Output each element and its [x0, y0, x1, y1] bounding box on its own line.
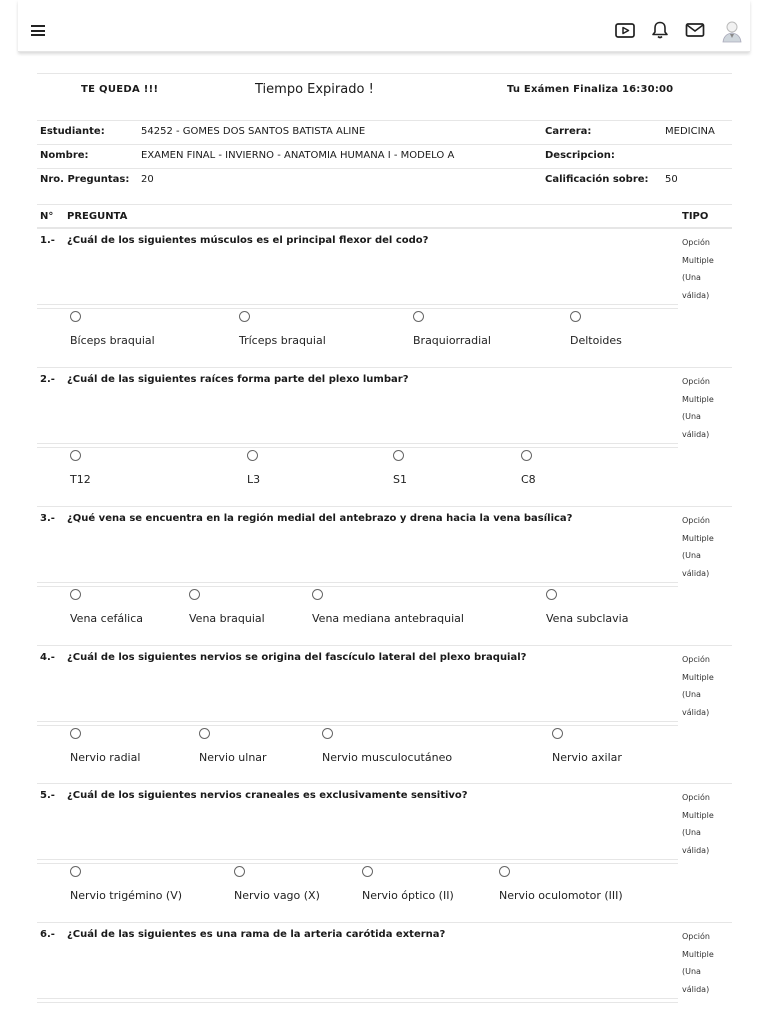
- divider: [37, 721, 678, 722]
- grade-scale-label: Calificación sobre:: [545, 174, 649, 185]
- time-expired-status: Tiempo Expirado !: [255, 82, 374, 97]
- divider: [37, 582, 678, 583]
- question-text: ¿Cuál de las siguientes es una rama de la arteria carótida externa?: [67, 929, 446, 940]
- question-type-line: válida): [682, 568, 710, 578]
- question-1: [37, 228, 732, 367]
- exam-name-value: EXAMEN FINAL - INVIERNO - ANATOMIA HUMANA I - MODELO A: [141, 150, 455, 161]
- answer-options: [37, 447, 678, 506]
- radio-button[interactable]: [234, 866, 245, 877]
- question-count-value: 20: [141, 174, 154, 185]
- grade-scale-value: 50: [665, 174, 678, 185]
- question-type-line: Opción: [682, 932, 710, 941]
- exam-end-time: Tu Exámen Finaliza 16:30:00: [507, 84, 674, 95]
- question-type-line: (Una: [682, 551, 701, 561]
- radio-button[interactable]: [189, 589, 200, 600]
- radio-button[interactable]: [413, 311, 424, 322]
- question-2: [37, 367, 732, 506]
- question-type-line: Multiple: [682, 394, 714, 404]
- question-type: [682, 789, 732, 859]
- question-type-line: válida): [682, 845, 710, 855]
- student-value: 54252 - GOMES DOS SANTOS BATISTA ALINE: [141, 126, 366, 137]
- question-type-line: (Una: [682, 828, 701, 838]
- question-number: 5.-: [40, 790, 55, 801]
- answer-options: [37, 308, 678, 367]
- question-type-line: Opción: [682, 516, 710, 525]
- question-type-line: Opción: [682, 655, 710, 664]
- question-text: ¿Cuál de los siguientes nervios craneales es exclusivamente sensitivo?: [67, 790, 468, 801]
- question-type-line: (Una: [682, 967, 701, 977]
- question-text: ¿Cuál de los siguientes nervios se origina del fascículo lateral del plexo braquial?: [67, 652, 527, 663]
- radio-button[interactable]: [546, 589, 557, 600]
- answer-option-label: L3: [247, 473, 261, 486]
- question-type: [682, 651, 732, 721]
- question-3: [37, 506, 732, 645]
- answer-option-label: Nervio óptico (II): [362, 889, 454, 902]
- question-number: 4.-: [40, 652, 55, 663]
- mail-icon[interactable]: [684, 20, 706, 40]
- answer-option-label: Vena braquial: [189, 612, 265, 625]
- answer-option-label: Nervio oculomotor (III): [499, 889, 623, 902]
- question-type-line: Opción: [682, 793, 710, 802]
- radio-button[interactable]: [247, 450, 258, 461]
- column-number: N°: [40, 211, 54, 222]
- radio-button[interactable]: [521, 450, 532, 461]
- radio-button[interactable]: [393, 450, 404, 461]
- question-type: [682, 512, 732, 582]
- hamburger-menu-icon[interactable]: [31, 25, 45, 36]
- info-row-questions: [37, 169, 732, 193]
- top-bar: [18, 0, 750, 52]
- user-avatar-icon[interactable]: [721, 19, 743, 43]
- radio-button[interactable]: [70, 728, 81, 739]
- column-type: TIPO: [682, 211, 709, 222]
- question-type-line: válida): [682, 707, 710, 717]
- question-table-header: [37, 204, 732, 228]
- radio-button[interactable]: [70, 866, 81, 877]
- question-type: [682, 373, 732, 443]
- question-type-line: Multiple: [682, 255, 714, 265]
- answer-option-label: Vena cefálica: [70, 612, 143, 625]
- info-row-name: [37, 145, 732, 169]
- question-type-line: (Una: [682, 412, 701, 422]
- answer-option-label: Nervio axilar: [552, 751, 622, 764]
- answer-option-label: Nervio radial: [70, 751, 141, 764]
- question-type-line: Multiple: [682, 949, 714, 959]
- answer-option-label: Braquiorradial: [413, 334, 491, 347]
- exam-info: [37, 121, 732, 193]
- video-play-icon[interactable]: [614, 20, 636, 40]
- answer-options: [37, 725, 678, 784]
- divider: [37, 859, 678, 860]
- answer-options: [37, 863, 678, 922]
- question-type: [682, 928, 732, 998]
- answer-option-label: Vena mediana antebraquial: [312, 612, 464, 625]
- answer-option-label: S1: [393, 473, 407, 486]
- question-number: 3.-: [40, 513, 55, 524]
- question-type-line: (Una: [682, 273, 701, 283]
- radio-button[interactable]: [312, 589, 323, 600]
- answer-option-label: Tríceps braquial: [239, 334, 326, 347]
- exam-name-label: Nombre:: [40, 150, 89, 161]
- radio-button[interactable]: [362, 866, 373, 877]
- question-type-line: Multiple: [682, 672, 714, 682]
- question-text: ¿Cuál de los siguientes músculos es el principal flexor del codo?: [67, 235, 429, 246]
- answer-option-label: Deltoides: [570, 334, 622, 347]
- radio-button[interactable]: [239, 311, 250, 322]
- radio-button[interactable]: [199, 728, 210, 739]
- timer-row: [37, 73, 732, 121]
- description-label: Descripcion:: [545, 150, 615, 161]
- radio-button[interactable]: [70, 450, 81, 461]
- radio-button[interactable]: [552, 728, 563, 739]
- answer-option-label: Nervio trigémino (V): [70, 889, 183, 902]
- career-value: MEDICINA: [665, 126, 715, 137]
- question-5: [37, 783, 732, 922]
- question-text: ¿Qué vena se encuentra en la región medial del antebrazo y drena hacia la vena basílica?: [67, 513, 573, 524]
- answer-option-label: Vena subclavia: [546, 612, 629, 625]
- question-type-line: válida): [682, 429, 710, 439]
- divider: [37, 998, 678, 999]
- radio-button[interactable]: [570, 311, 581, 322]
- question-type-line: Multiple: [682, 533, 714, 543]
- question-type-line: válida): [682, 290, 710, 300]
- question-number: 2.-: [40, 374, 55, 385]
- question-number: 6.-: [40, 929, 55, 940]
- student-label: Estudiante:: [40, 126, 105, 137]
- radio-button[interactable]: [70, 589, 81, 600]
- question-type-line: válida): [682, 984, 710, 994]
- answer-option-label: C8: [521, 473, 536, 486]
- question-type: [682, 234, 732, 304]
- answer-option-label: Nervio musculocutáneo: [322, 751, 453, 764]
- answer-option-label: Bíceps braquial: [70, 334, 155, 347]
- question-count-label: Nro. Preguntas:: [40, 174, 130, 185]
- radio-button[interactable]: [322, 728, 333, 739]
- divider: [37, 443, 678, 444]
- question-number: 1.-: [40, 235, 55, 246]
- radio-button[interactable]: [70, 311, 81, 322]
- career-label: Carrera:: [545, 126, 592, 137]
- question-type-line: Multiple: [682, 810, 714, 820]
- question-text: ¿Cuál de las siguientes raíces forma parte del plexo lumbar?: [67, 374, 409, 385]
- time-left-label: TE QUEDA !!!: [81, 84, 159, 95]
- divider: [37, 1002, 678, 1003]
- question-6: [37, 922, 732, 1024]
- bell-icon[interactable]: [649, 20, 671, 40]
- question-type-line: Opción: [682, 238, 710, 247]
- question-type-line: (Una: [682, 690, 701, 700]
- column-question: PREGUNTA: [67, 211, 128, 222]
- answer-option-label: Nervio ulnar: [199, 751, 267, 764]
- question-type-line: Opción: [682, 377, 710, 386]
- question-4: [37, 645, 732, 784]
- answer-option-label: T12: [70, 473, 91, 486]
- radio-button[interactable]: [499, 866, 510, 877]
- divider: [37, 304, 678, 305]
- info-row-student: [37, 121, 732, 145]
- answer-options: [37, 586, 678, 645]
- answer-option-label: Nervio vago (X): [234, 889, 320, 902]
